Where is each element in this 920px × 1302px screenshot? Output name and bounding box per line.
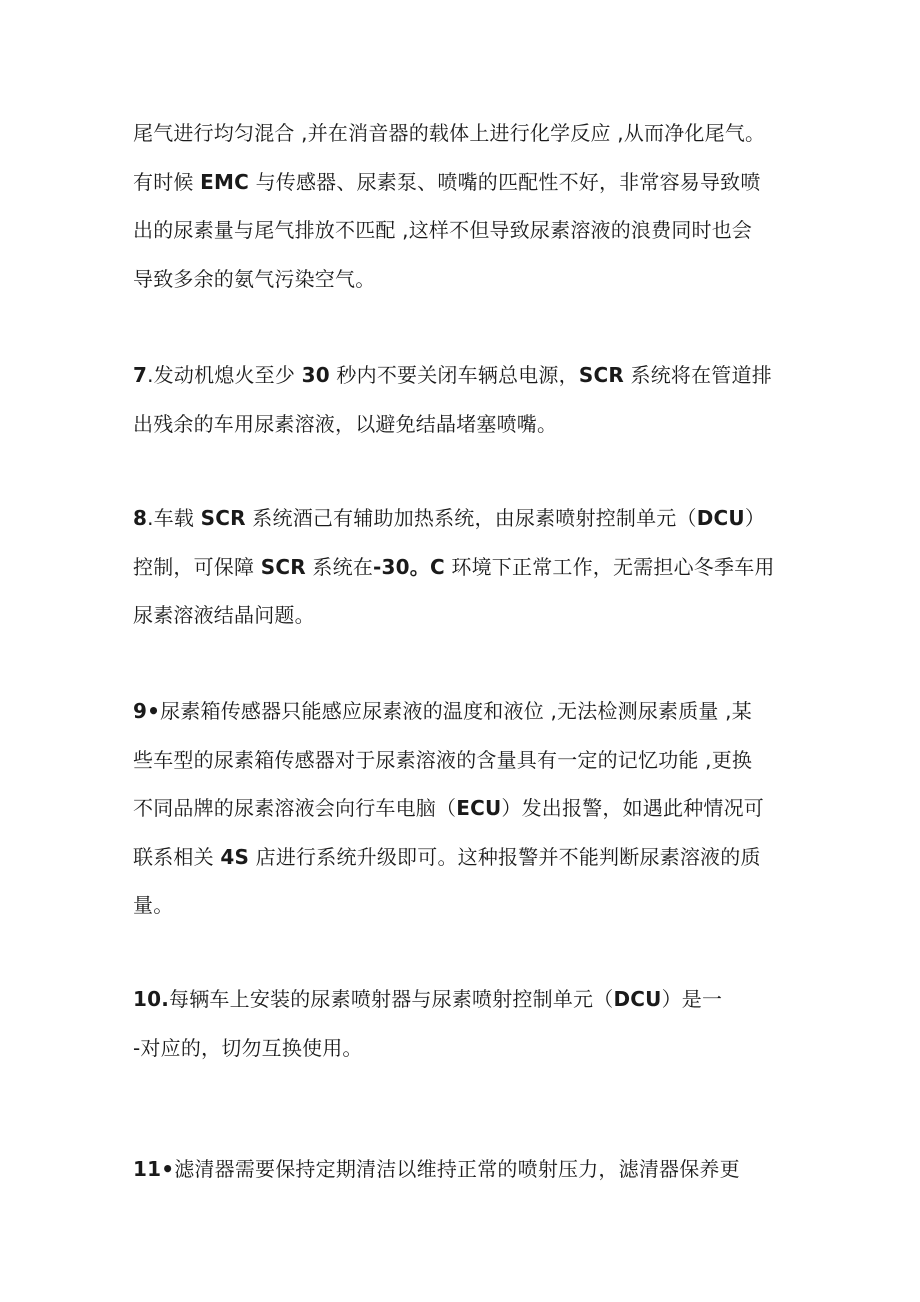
text-line: -对应的，切勿互换使用。 (133, 1035, 363, 1060)
paragraph-item-11 (133, 1145, 793, 1194)
item-number: 9• (133, 699, 161, 723)
paragraph-item-8 (133, 494, 793, 640)
text-line: 8.车载 SCR 系统酒己有辅助加热系统，由尿素喷射控制单元（DCU） (133, 506, 766, 530)
text-line: 尾气进行均匀混合 ,并在消音器的载体上进行化学反应 ,从而净化尾气。 (133, 121, 766, 145)
text-line: 7.发动机熄火至少 30 秒内不要关闭车辆总电源，SCR 系统将在管道排 (133, 363, 772, 387)
item-number: 10. (133, 987, 170, 1011)
text-line: 些车型的尿素箱传感器对于尿素溶液的含量具有一定的记忆功能 ,更换 (133, 747, 753, 772)
text-line: 控制，可保障 SCR 系统在-30。C 环境下正常工作，无需担心冬季车用 (133, 554, 775, 579)
text-line: 尿素溶液结晶问题。 (133, 603, 315, 627)
text-line: 有时候 EMC 与传感器、尿素泵、喷嘴的匹配性不好，非常容易导致喷 (133, 169, 761, 194)
paragraph-exhaust-mixing (133, 109, 793, 303)
text-line: 量。 (133, 893, 174, 917)
text-line: 11•滤清器需要保持定期清洁以维持正常的喷射压力，滤清器保养更 (133, 1157, 740, 1181)
paragraph-item-9 (133, 687, 793, 930)
paragraph-item-10 (133, 975, 793, 1072)
paragraph-item-7 (133, 351, 793, 448)
text-line: 出残余的车用尿素溶液，以避免结晶堵塞喷嘴。 (133, 411, 558, 436)
text-line: 导致多余的氨气污染空气。 (133, 266, 376, 291)
text-line: 9•尿素箱传感器只能感应尿素液的温度和液位 ,无法检测尿素质量 ,某 (133, 699, 752, 723)
text-line: 不同品牌的尿素溶液会向行车电脑（ECU）发出报警，如遇此种情况可 (133, 796, 764, 820)
text-line: 10.每辆车上安装的尿素喷射器与尿素喷射控制单元（DCU）是一 (133, 987, 723, 1011)
item-number: 11• (133, 1157, 175, 1181)
text-line: 联系相关 4S 店进行系统升级即可。这种报警并不能判断尿素溶液的质 (133, 844, 761, 869)
item-number: 7 (133, 363, 148, 387)
item-number: 8 (133, 506, 148, 530)
text-line: 出的尿素量与尾气排放不匹配 ,这样不但导致尿素溶液的浪费同时也会 (133, 218, 753, 242)
